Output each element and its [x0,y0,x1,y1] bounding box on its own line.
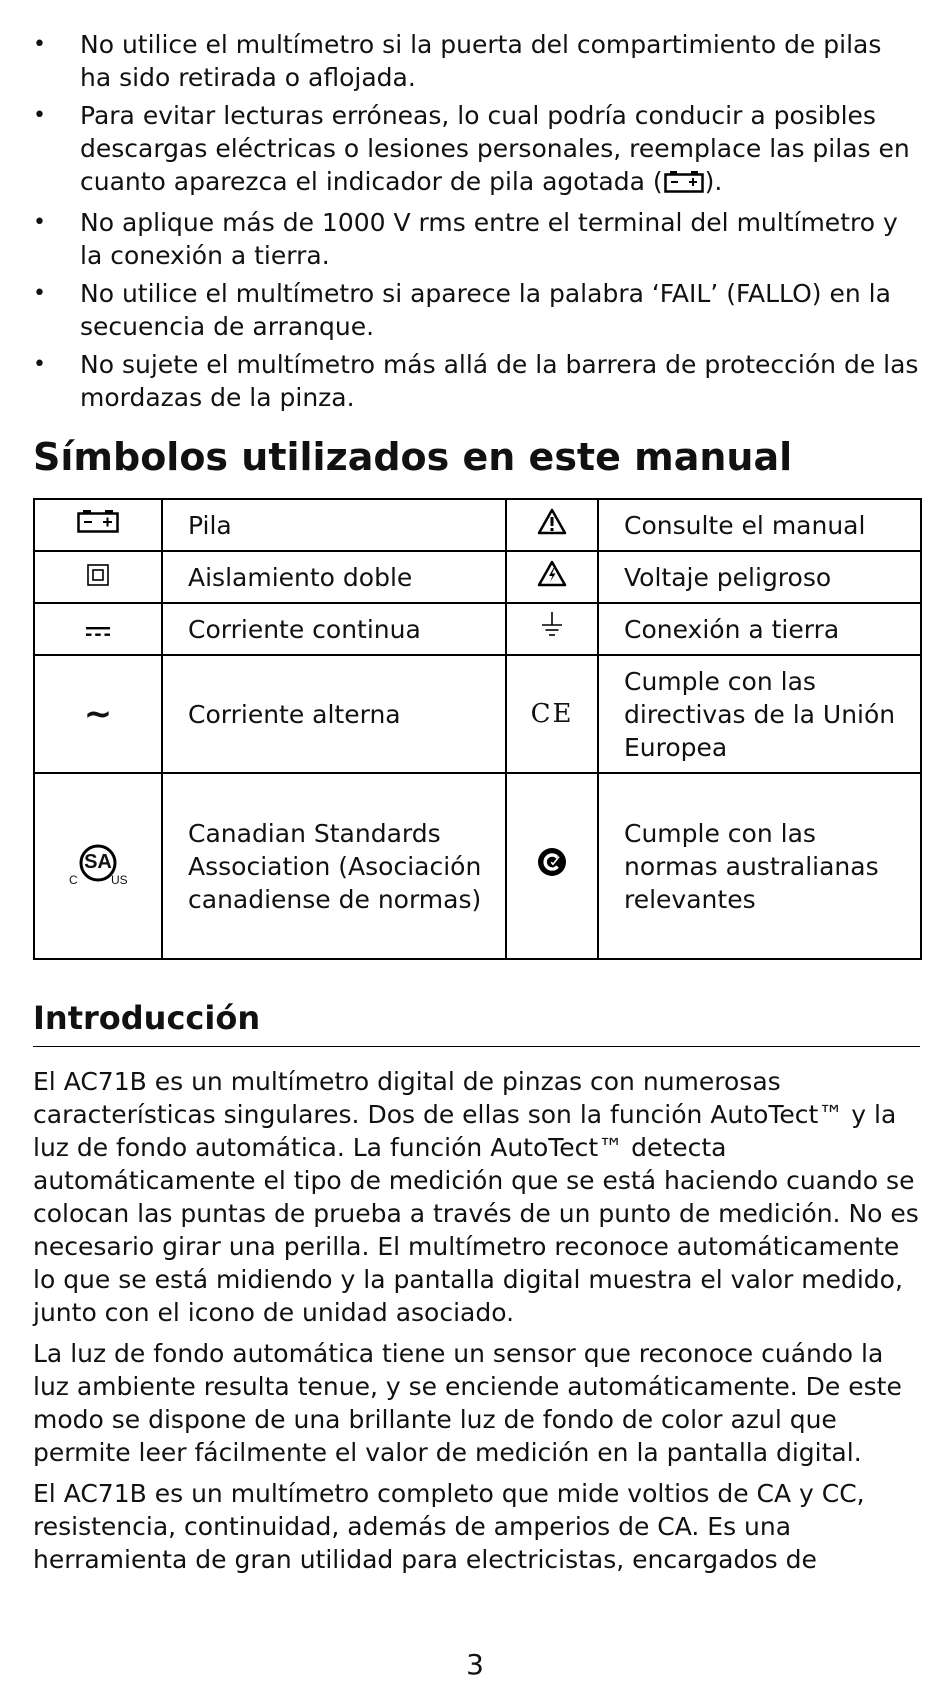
csa-c: C [69,873,78,887]
intro-paragraph: El AC71B es un multímetro digital de pinzas con numerosas características singulares. Dos de ellas son la función AutoTect™ y la luz de fondo automática. La función AutoTect™ detecta automáticamente el tipo de medición que se está haciendo cuando se colocan las puntas de prueba a través de un punto de medición. No es necesario girar una perilla. El multímetro reconoce automáticamente lo que se está midiendo y la pantalla digital muestra el valor medido, junto con el icono de unidad asociado. [33,1067,919,1327]
symbol-label: Cumple con las directivas de la Unión Europea [598,655,921,773]
warning-triangle-icon [506,499,598,551]
warning-text: No sujete el multímetro más allá de la barrera de protección de las mordazas de la pinza. [80,350,919,412]
warning-list [33,28,920,414]
page-number: 3 [466,1648,484,1681]
intro-heading: Introducción [33,998,920,1047]
table-row [34,655,921,773]
warning-text-after: ). [704,167,723,196]
dangerous-voltage-icon [506,551,598,603]
csa-letters: SA [84,851,112,873]
warning-item [33,277,920,343]
direct-current-icon [34,603,162,655]
csa-us: US [111,873,128,887]
c-tick-icon [506,773,598,959]
ground-icon [506,603,598,655]
alternating-current-icon [34,655,162,773]
csa-mark-icon [34,773,162,959]
intro-paragraph: El AC71B es un multímetro completo que mide voltios de CA y CC, resistencia, continuidad, además de amperios de CA. Es una herramienta de gran utilidad para electricistas, encargados de [33,1479,865,1574]
warning-text: No utilice el multímetro si aparece la palabra ‘FAIL’ (FALLO) en la secuencia de arranque. [80,279,891,341]
symbol-label: Corriente continua [162,603,506,655]
warning-text: No utilice el multímetro si la puerta del compartimiento de pilas ha sido retirada o aflojada. [80,30,882,92]
bullet: • [33,32,46,57]
warning-item [33,99,920,201]
table-row [34,773,921,959]
bullet: • [33,103,46,128]
bullet: • [33,352,46,377]
bullet: • [33,281,46,306]
symbol-label: Consulte el manual [598,499,921,551]
bullet: • [33,210,46,235]
table-row [34,603,921,655]
battery-icon [664,168,704,201]
table-row [34,551,921,603]
ce-mark-glyph: CE [530,698,574,729]
symbols-table [33,498,922,960]
symbol-label: Corriente alterna [162,655,506,773]
symbols-heading: Símbolos utilizados en este manual [33,435,793,479]
symbol-label: Cumple con las normas australianas relevantes [598,773,921,959]
warning-item [33,348,920,414]
ce-mark-icon [506,655,598,773]
warning-item [33,206,920,272]
symbol-label: Pila [162,499,506,551]
battery-icon [34,499,162,551]
alternating-current-glyph: ~ [83,693,113,734]
symbol-label: Canadian Standards Association (Asociación canadiense de normas) [162,773,506,959]
manual-page [33,28,920,1576]
symbol-label: Aislamiento doble [162,551,506,603]
table-row [34,499,921,551]
intro-paragraph: La luz de fondo automática tiene un sensor que reconoce cuándo la luz ambiente resulta tenue, y se enciende automáticamente. De este modo se dispone de una brillante luz de fondo de color azul que permite leer fácilmente el valor de medición en la pantalla digital. [33,1339,902,1467]
symbol-label: Voltaje peligroso [598,551,921,603]
double-insulation-icon [34,551,162,603]
warning-text-before: Para evitar lecturas erróneas, lo cual podría conducir a posibles descargas eléctricas o lesiones personales, reemplace las pilas en cuanto aparezca el indicador de pila agotada ( [80,101,910,196]
warning-item [33,28,920,94]
warning-text: No aplique más de 1000 V rms entre el terminal del multímetro y la conexión a tierra. [80,208,898,270]
symbol-label: Conexión a tierra [598,603,921,655]
